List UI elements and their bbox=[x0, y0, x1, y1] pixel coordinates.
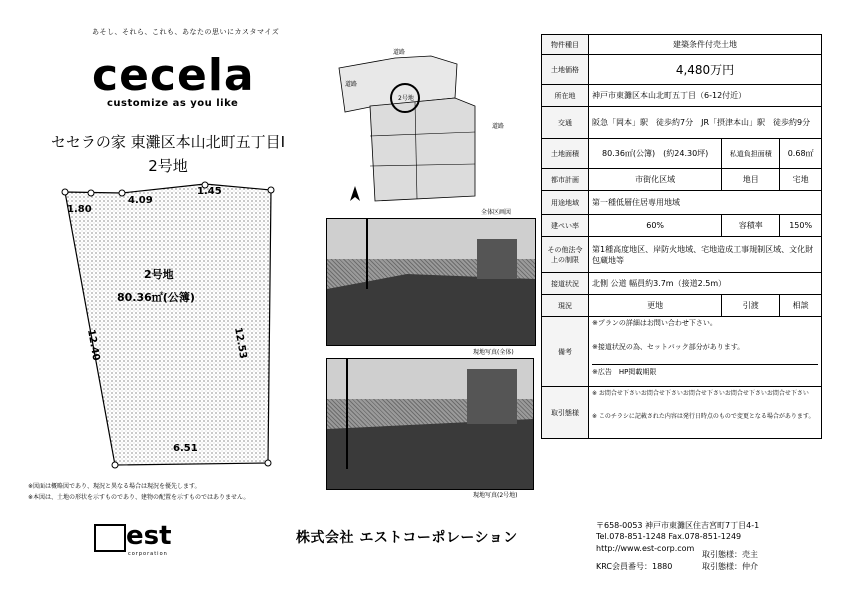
city-value: 市街化区域 bbox=[589, 169, 722, 191]
status-value: 更地 bbox=[589, 295, 722, 317]
dim-top-left: 1.80 bbox=[67, 204, 92, 215]
site-photo-overall bbox=[326, 218, 536, 346]
chimoku-value: 宅地 bbox=[780, 169, 822, 191]
traffic-label: 交通 bbox=[542, 107, 589, 139]
price-label: 土地価格 bbox=[542, 55, 589, 85]
other-note: ※ このチラシに記載された内容は発行日時点のもので変更となる場合があります。 bbox=[592, 413, 815, 420]
setback-label: 私道負担面積 bbox=[722, 139, 780, 169]
map-label-road-left: 道路 bbox=[345, 81, 358, 88]
agent-type-1: 取引態様：売主 bbox=[702, 550, 758, 559]
type-value: 建築条件付売土地 bbox=[589, 35, 822, 55]
remarks-2: ※接道状況の為、セットバック部分があります。 bbox=[592, 343, 745, 351]
est-logo-icon bbox=[94, 524, 126, 552]
site-photo-lot2 bbox=[326, 358, 534, 490]
land-value: 80.36㎡(公簿) (約24.30坪) bbox=[589, 139, 722, 169]
lot-shape bbox=[65, 184, 271, 465]
city-label: 都市計画 bbox=[542, 169, 589, 191]
ad-note: ※ お問合せ下さいお問合せ下さいお問合せ下さいお問合せ下さいお問合せ下さい bbox=[592, 390, 809, 397]
property-info-table bbox=[541, 34, 822, 439]
traffic-value: 阪急「岡本」駅 徒歩約7分 JR「摂津本山」駅 徒歩約9分 bbox=[589, 107, 822, 139]
tagline: あそし、それら、これも、あなたの思いにカスタマイズ bbox=[92, 28, 280, 36]
site-map bbox=[335, 46, 515, 211]
dim-top: 4.09 bbox=[128, 195, 153, 206]
photo-caption-2: 現地写真(2号地) bbox=[473, 492, 518, 499]
address-label: 所在地 bbox=[542, 85, 589, 107]
status-label: 現況 bbox=[542, 295, 589, 317]
lot-title: 2号地 bbox=[148, 157, 188, 175]
map-label-road-right: 道路 bbox=[492, 123, 505, 130]
lot-label: 2号地 bbox=[144, 268, 174, 281]
delivery-value: 相談 bbox=[780, 295, 822, 317]
company-url[interactable]: http://www.est-corp.com bbox=[596, 544, 695, 553]
zone-value: 第一種低層住居専用地域 bbox=[589, 191, 822, 215]
sitemap-caption: 全体区画図 bbox=[481, 209, 512, 216]
type-label: 物件種目 bbox=[542, 35, 589, 55]
note-1: ※図面は概略図であり、現況と異なる場合は現況を優先します。 bbox=[28, 483, 201, 490]
far-value: 150% bbox=[780, 215, 822, 237]
remarks-1: ※プランの詳細はお問い合わせ下さい。 bbox=[592, 319, 717, 327]
other-label: 取引態様 bbox=[542, 387, 589, 439]
land-label: 土地面積 bbox=[542, 139, 589, 169]
road-label: 接道状況 bbox=[542, 273, 589, 295]
address-value: 神戸市東灘区本山北町五丁目（6-12付近） bbox=[589, 85, 822, 107]
brand-logo: cecela bbox=[92, 50, 255, 101]
company-tel: Tel.078-851-1248 Fax.078-851-1249 bbox=[596, 532, 742, 541]
north-arrow-icon bbox=[350, 186, 360, 201]
remarks-label: 備考 bbox=[542, 317, 589, 387]
far-label: 容積率 bbox=[722, 215, 780, 237]
lot-area: 80.36㎡(公簿) bbox=[117, 291, 195, 304]
lot-plan-drawing bbox=[55, 180, 285, 470]
coverage-value: 60% bbox=[589, 215, 722, 237]
photo-caption-1: 現地写真(全体) bbox=[473, 349, 514, 356]
est-logo: est bbox=[126, 521, 172, 551]
dim-left: 12.40 bbox=[85, 328, 102, 362]
map-label-lot: 2号地 bbox=[398, 95, 414, 102]
company-name: 株式会社 エストコーポレーション bbox=[296, 530, 518, 546]
est-logo-sub: corporation bbox=[128, 551, 168, 557]
company-address: 〒658-0053 神戸市東灘区住吉宮町7丁目4-1 bbox=[596, 521, 760, 530]
note-2: ※本図は、土地の形状を示すものであり、建物の配置を示すものではありません。 bbox=[28, 494, 250, 501]
dim-top-right: 1.45 bbox=[197, 186, 222, 197]
law-label: その他法令上の制限 bbox=[542, 237, 589, 273]
krc-number: KRC会員番号：1880 bbox=[596, 562, 673, 571]
coverage-label: 建ぺい率 bbox=[542, 215, 589, 237]
setback-value: 0.68㎡ bbox=[780, 139, 822, 169]
dim-right: 12.53 bbox=[232, 326, 249, 360]
price-value: 4,480万円 bbox=[589, 55, 822, 85]
law-value: 第1種高度地区、岸防火地域、宅地造成工事規制区域、文化財包蔵地等 bbox=[589, 237, 822, 273]
zone-label: 用途地域 bbox=[542, 191, 589, 215]
ad-label: ※広告 HP掲載期限 bbox=[592, 364, 818, 377]
delivery-label: 引渡 bbox=[722, 295, 780, 317]
brand-subtitle: customize as you like bbox=[107, 98, 239, 109]
property-title: セセラの家 東灘区本山北町五丁目Ⅰ bbox=[50, 133, 286, 151]
chimoku-label: 地目 bbox=[722, 169, 780, 191]
dim-bottom: 6.51 bbox=[173, 443, 198, 454]
map-label-road-top: 道路 bbox=[393, 49, 406, 56]
road-value: 北側 公道 幅員約3.7m（接道2.5m） bbox=[589, 273, 822, 295]
agent-type-2: 取引態様：仲介 bbox=[702, 562, 758, 571]
